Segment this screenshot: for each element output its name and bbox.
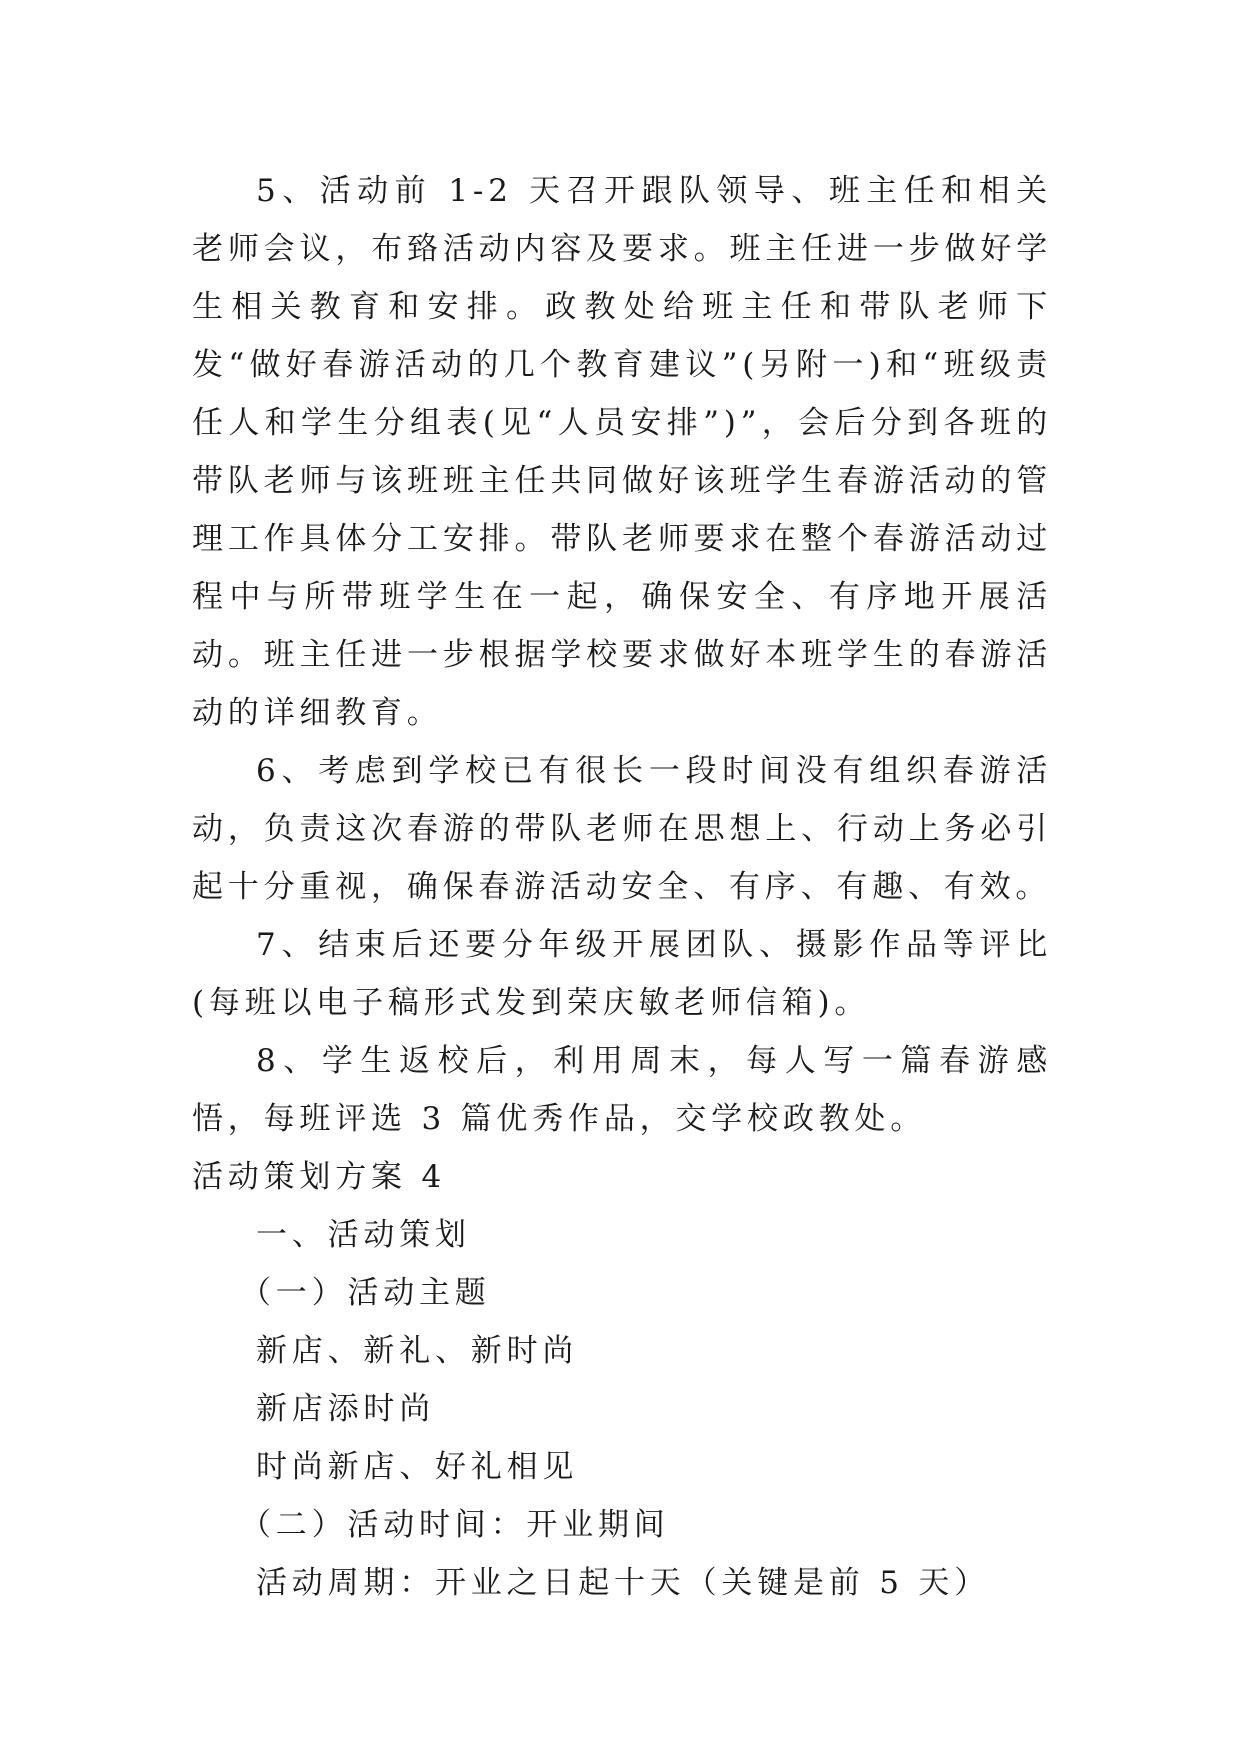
section-title: 活动策划方案 4 <box>192 1159 446 1195</box>
subheading-theme: （一）活动主题 <box>240 1275 491 1311</box>
theme-line-1: 新店、新礼、新时尚 <box>256 1333 579 1369</box>
heading-activity-plan: 一、活动策划 <box>256 1217 471 1253</box>
theme-line-3: 时尚新店、好礼相见 <box>256 1449 579 1485</box>
document-body <box>192 162 1052 1612</box>
paragraph-item-8: 8、学生返校后，利用周末，每人写一篇春游感悟，每班评选 3 篇优秀作品，交学校政教处。 <box>192 1043 1052 1137</box>
activity-period: 活动周期：开业之日起十天（关键是前 5 天） <box>256 1565 991 1601</box>
paragraph-item-5: 5、活动前 1-2 天召开跟队领导、班主任和相关老师会议，布臵活动内容及要求。班主任进一步做好学生相关教育和安排。政教处给班主任和带队老师下发“做好春游活动的几个教育建议”(另附一)和“班级责任人和学生分组表(见“人员安排”)”，会后分到各班的带队老师与该班班主任共同做好该班学生春游活动的管理工作具体分工安排。带队老师要求在整个春游活动过程中与所带班学生在一起，确保安全、有序地开展活动。班主任进一步根据学校要求做好本班学生的春游活动的详细教育。 <box>192 173 1052 731</box>
theme-line-2: 新店添时尚 <box>256 1391 435 1427</box>
paragraph-item-7: 7、结束后还要分年级开展团队、摄影作品等评比(每班以电子稿形式发到荣庆敏老师信箱)。 <box>192 927 1052 1021</box>
subheading-time: （二）活动时间：开业期间 <box>240 1507 670 1543</box>
paragraph-item-6: 6、考虑到学校已有很长一段时间没有组织春游活动，负责这次春游的带队老师在思想上、行动上务必引起十分重视，确保春游活动安全、有序、有趣、有效。 <box>192 753 1052 905</box>
